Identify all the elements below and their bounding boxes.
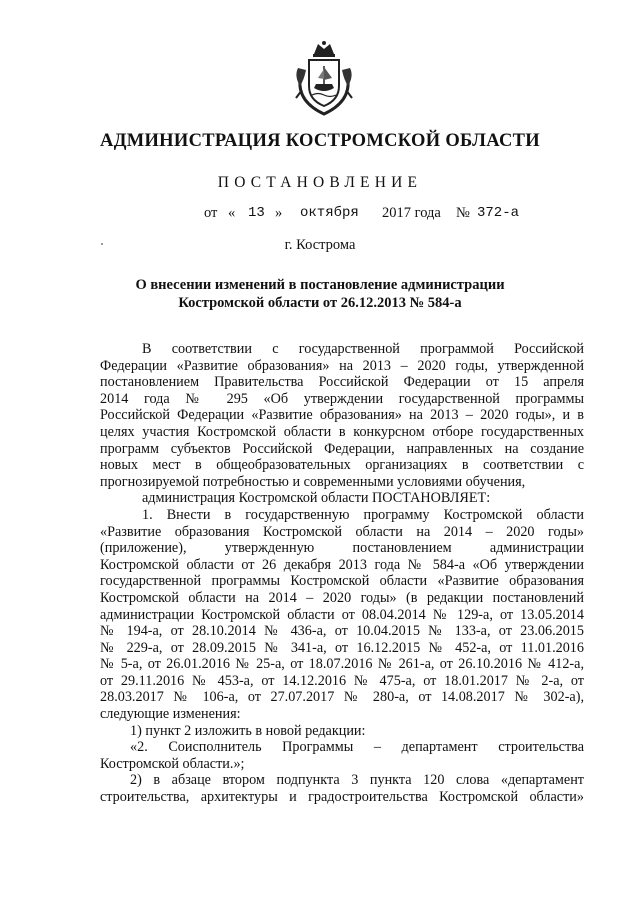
document-type: ПОСТАНОВЛЕНИЕ <box>217 174 423 191</box>
body-line: № 5-а, от 26.01.2016 № 25-а, от 18.07.2016 № 261-а, от 26.10.2016 № 412-а, <box>100 656 584 673</box>
body-line: прогнозируемой потребностью и современными условиями обучения, <box>100 473 526 490</box>
body-line: Российской Федерации «Развитие образования» на 2013 – 2020 годы», и в <box>100 407 584 424</box>
quote-open: « <box>228 205 236 221</box>
document-subject <box>60 276 580 312</box>
document-number: 372-а <box>477 205 520 221</box>
body-line: (приложение), утвержденную постановлением администрации <box>100 540 584 557</box>
body-line: Костромской области от 26 декабря 2013 года № 584-а «Об утверждении <box>100 556 584 573</box>
organization-title: АДМИНИСТРАЦИЯ КОСТРОМСКОЙ ОБЛАСТИ <box>100 131 540 151</box>
body-line: администрации Костромской области от 08.04.2014 № 129-а, от 13.05.2014 <box>100 606 584 623</box>
body-line: следующие изменения: <box>100 706 241 723</box>
body-line: «Развитие образования Костромской области на 2014 – 2020 годы» <box>100 523 584 540</box>
document-body <box>100 341 584 806</box>
body-line: государственной программы Костромской области «Развитие образования <box>100 573 584 590</box>
body-line: 1) пункт 2 изложить в новой редакции: <box>130 722 366 739</box>
body-line: 2014 года № 295 «Об утверждении государственной программы <box>100 390 584 407</box>
body-line: 28.03.2017 № 106-а, от 27.07.2017 № 280-а, от 14.08.2017 № 302-а), <box>100 689 584 706</box>
body-line: программ субъектов Российской Федерации, направленных на создание <box>100 440 584 457</box>
subject-line: О внесении изменений в постановление администрации <box>135 277 505 293</box>
date-from: от <box>204 205 218 221</box>
body-line: № 229-а, от 28.09.2015 № 341-а, от 16.12.2015 № 452-а, от 11.01.2016 <box>100 639 584 656</box>
body-line: целях участия Костромской области в конкурсном отборе государственных <box>100 423 584 440</box>
body-line: В соответствии с государственной программой Российской <box>142 341 584 357</box>
body-line: строительства, архитектуры и градостроительства Костромской области» <box>100 789 584 806</box>
date-year: 2017 года <box>382 205 441 221</box>
body-line: № 194-а, от 28.10.2014 № 436-а, от 10.04.2015 № 133-а, от 23.06.2015 <box>100 623 584 640</box>
city-name: г. Кострома <box>284 237 356 253</box>
date-month: октября <box>300 205 359 221</box>
body-line: 1. Внести в государственную программу Костромской области <box>142 506 584 523</box>
subject-line: Костромской области от 26.12.2013 № 584-а <box>178 295 462 311</box>
body-line: Костромской области на 2014 – 2020 годы» (в редакции постановлений <box>100 589 584 606</box>
date-day: 13 <box>248 205 265 221</box>
body-line: администрация Костромской области ПОСТАНОВЛЯЕТ: <box>142 490 491 507</box>
body-line: «2. Соисполнитель Программы – департамент строительства <box>130 739 584 756</box>
body-line: Федерации «Развитие образования» на 2013 – 2020 годы, утвержденной <box>100 357 584 374</box>
number-sign: № <box>456 205 470 221</box>
body-line: Костромской области.»; <box>100 755 245 772</box>
body-line: от 29.11.2016 № 453-а, от 14.12.2016 № 475-а, от 18.01.2017 № 2-а, от <box>100 672 584 689</box>
body-line: новых мест в общеобразовательных организациях в соответствии с <box>100 457 584 474</box>
quote-close: » <box>275 205 283 221</box>
body-line: постановлением Правительства Российской Федерации от 15 апреля <box>100 374 584 391</box>
body-line: 2) в абзаце втором подпункта 3 пункта 120 слова «департамент <box>130 772 584 789</box>
coat-of-arms-icon <box>292 40 356 118</box>
